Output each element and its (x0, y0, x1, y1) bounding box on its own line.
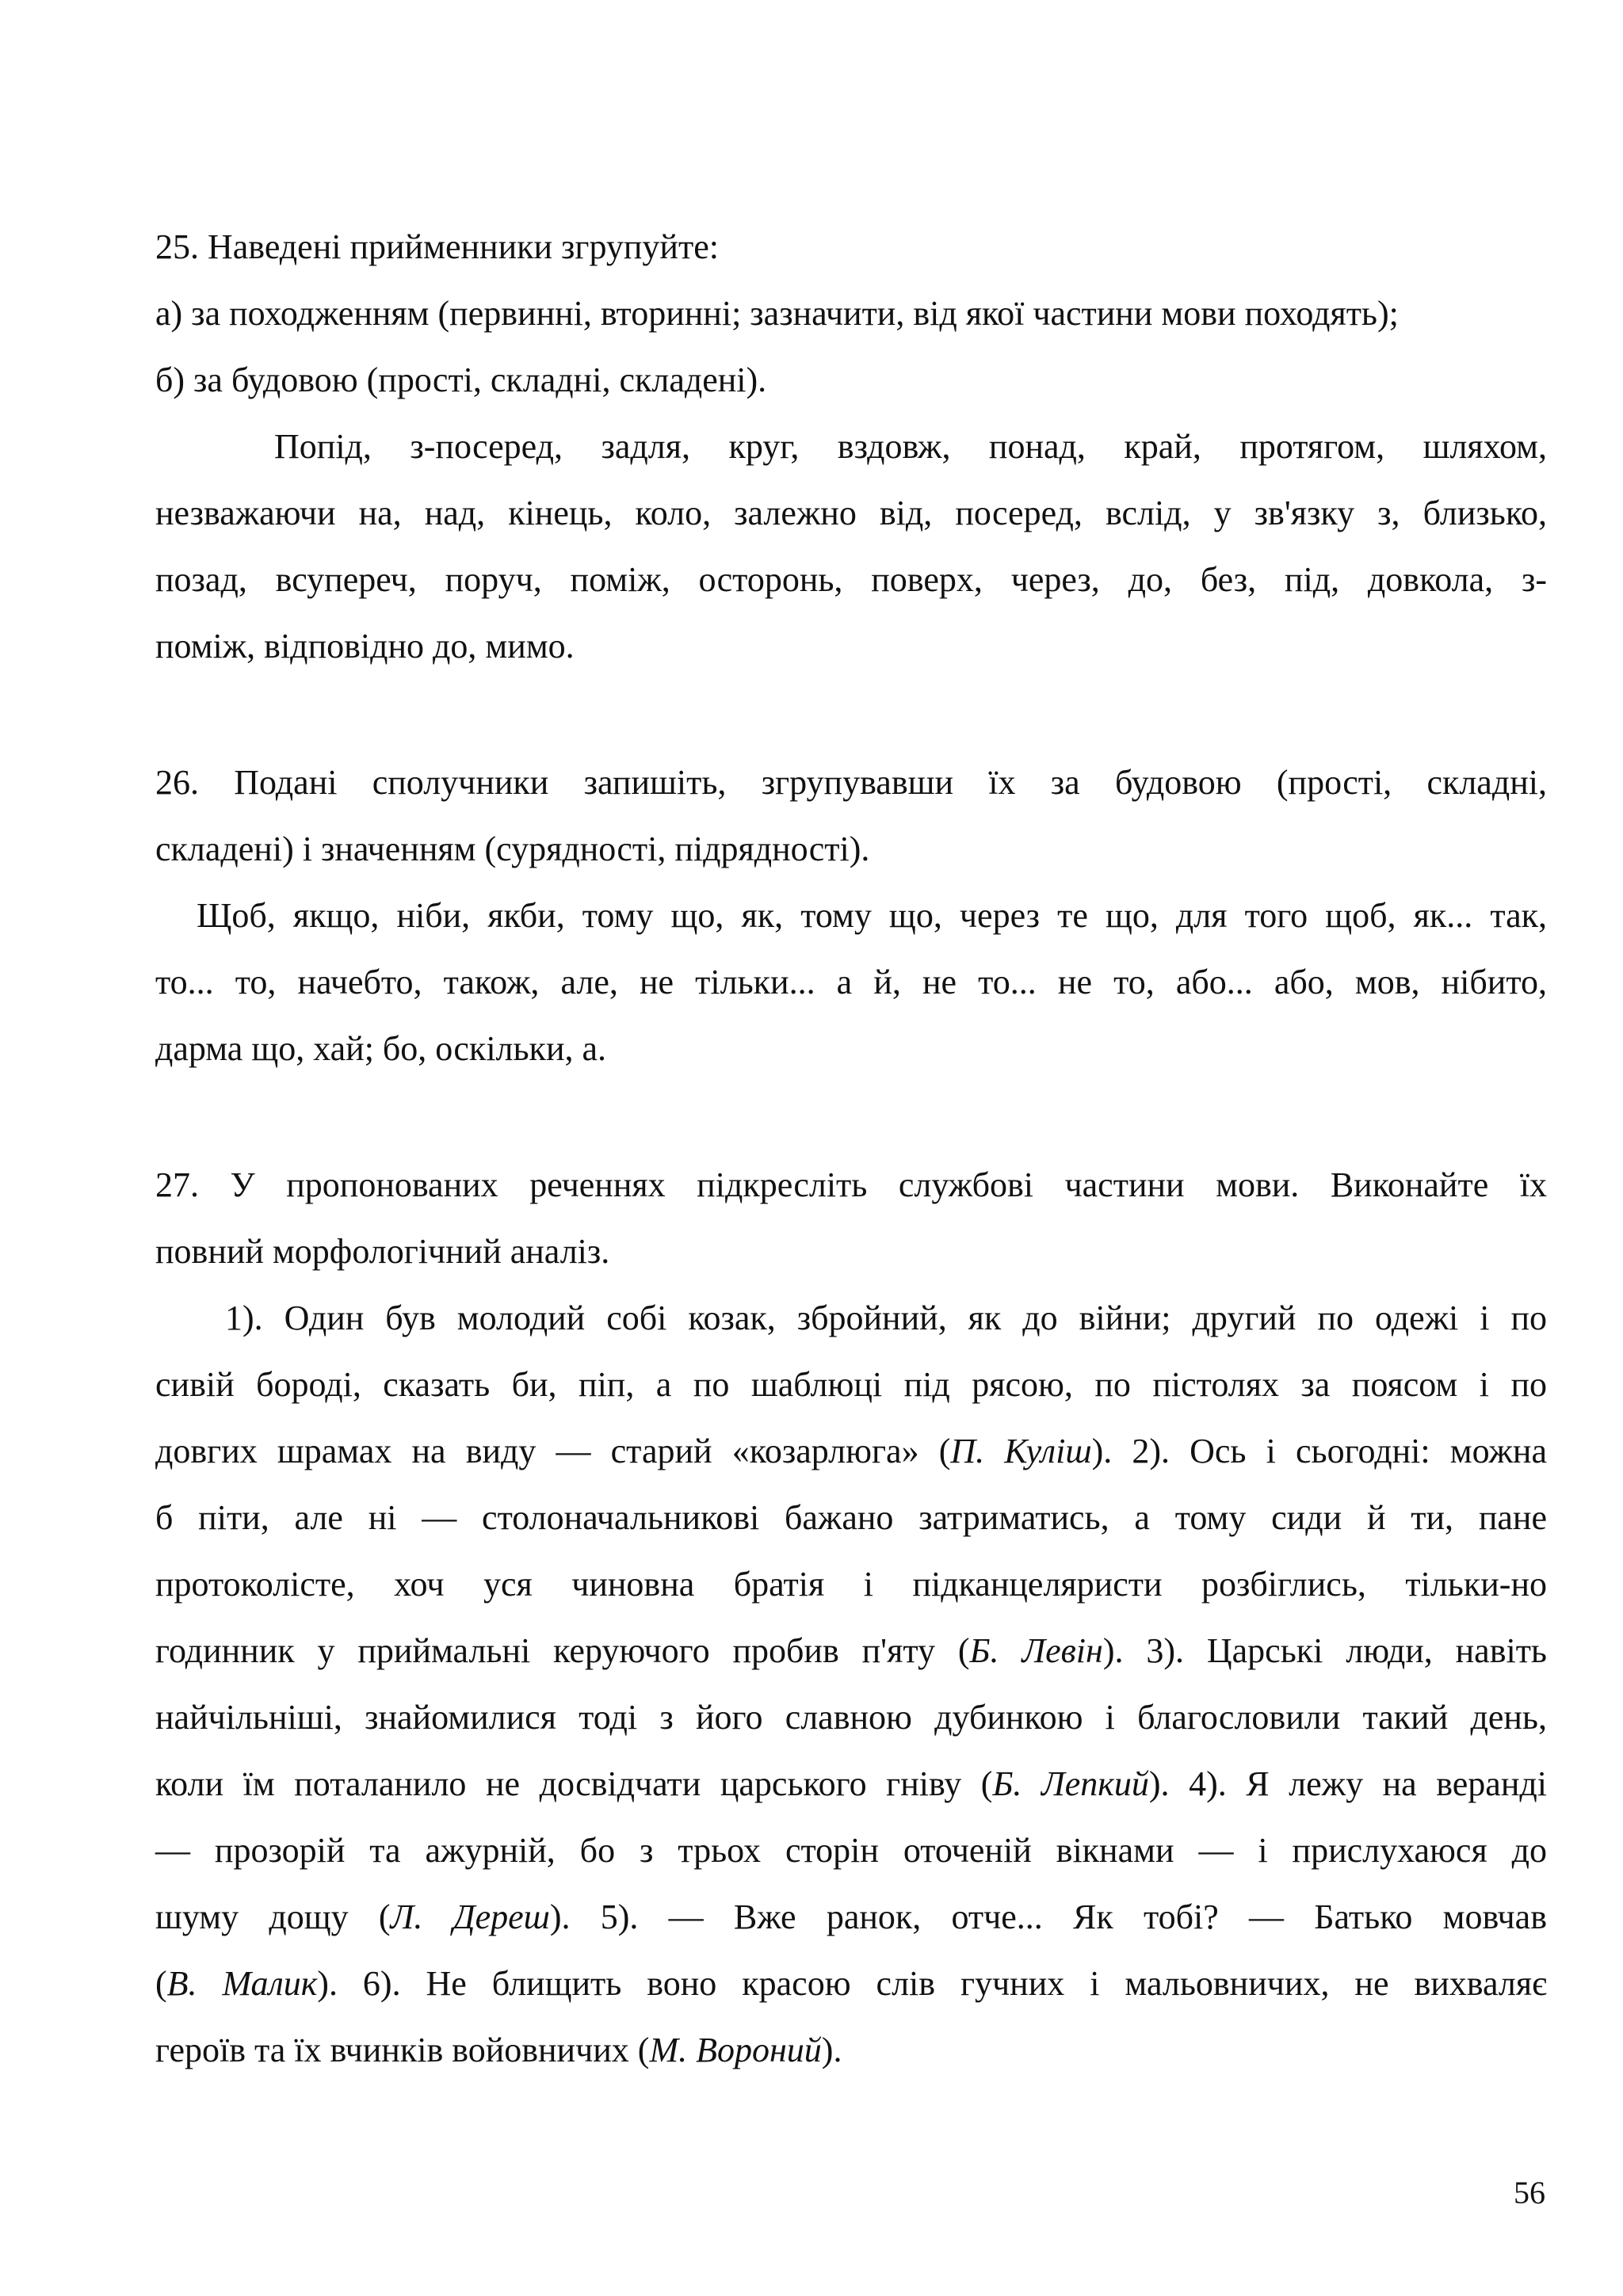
exercise-25 (155, 214, 1547, 680)
author-citation: Б. Левін (969, 1631, 1103, 1670)
exercise-26-title-cont: складені) і значенням (сурядності, підрядності). (155, 830, 870, 868)
exercise-25-words-line: позад, всупереч, поруч, поміж, осторонь, поверх, через, до, без, під, довкола, з- (155, 560, 1547, 599)
exercise-27-text-line (155, 1618, 1547, 1684)
exercise-27-text-line (155, 1418, 1547, 1485)
exercise-26-words-line: Щоб, якщо, ніби, якби, тому що, як, тому що, через те що, для того щоб, як... так, (197, 896, 1547, 935)
text-fragment: коли їм поталанило не досвідчати царського гніву ( (155, 1764, 993, 1803)
author-citation: В. Малик (166, 1964, 318, 2003)
section-gap (155, 680, 1547, 749)
exercise-27-text-line (155, 1751, 1547, 1817)
text-fragment: ). (821, 2031, 842, 2069)
exercise-27-text-line: найчільніші, знайомилися тоді з його славною дубинкою і благословили такий день, (155, 1698, 1547, 1737)
author-citation: Л. Дереш (390, 1897, 550, 1936)
exercise-27-text-line: б піти, але ні — столоначальникові бажано затриматись, а тому сиди й ти, пане (155, 1498, 1547, 1537)
author-citation: М. Вороний (649, 2031, 822, 2069)
text-fragment: ). 2). Ось і сьогодні: можна (1091, 1432, 1547, 1470)
exercise-27-title: 27. У пропонованих реченнях підкресліть службові частини мови. Виконайте їх (155, 1165, 1547, 1204)
exercise-27-text-line: 1). Один був молодий собі козак, збройний, як до війни; другий по одежі і по (225, 1299, 1547, 1337)
exercise-26-words-line: то... то, начебто, також, але, не тільки... а й, не то... не то, або... або, мов, нібито, (155, 963, 1547, 1001)
exercise-25-words-line: поміж, відповідно до, мимо. (155, 627, 575, 666)
exercise-25-item-b: б) за будовою (прості, складні, складені). (155, 360, 767, 399)
exercise-26-words-line: дарма що, хай; бо, оскільки, а. (155, 1029, 607, 1068)
text-fragment: ). 6). Не блищить воно красою слів гучних і мальовничих, не вихваляє (317, 1964, 1547, 2003)
text-fragment: шуму дощу ( (155, 1897, 391, 1936)
exercise-27-text-line (155, 1951, 1547, 2017)
text-fragment: героїв та їх вчинків войовничих ( (155, 2031, 650, 2069)
exercise-27-text-line: — прозорій та ажурній, бо з трьох сторін оточеній вікнами — і прислухаюся до (155, 1831, 1547, 1870)
document-page (155, 214, 1547, 2084)
exercise-27-title-cont: повний морфологічний аналіз. (155, 1232, 610, 1271)
exercise-27-text-line (155, 1884, 1547, 1951)
author-citation: П. Куліш (950, 1432, 1092, 1470)
text-fragment: ). 3). Царські люди, навіть (1102, 1631, 1547, 1670)
author-citation: Б. Лепкий (992, 1764, 1149, 1803)
text-fragment: годинник у приймальні керуючого пробив п'яту ( (155, 1631, 970, 1670)
exercise-25-item-a: а) за походженням (первинні, вторинні; зазначити, від якої частини мови походять); (155, 294, 1399, 333)
text-fragment: ). 4). Я лежу на веранді (1148, 1764, 1547, 1803)
exercise-25-words-line: Попід, з-посеред, задля, круг, вздовж, понад, край, протягом, шляхом, (274, 427, 1547, 466)
text-fragment: ). 5). — Вже ранок, отче... Як тобі? — Батько мовчав (549, 1897, 1547, 1936)
exercise-27 (155, 1152, 1547, 2084)
text-fragment: ( (155, 1964, 167, 2003)
exercise-27-text-line: сивій бороді, сказать би, піп, а по шаблюці під рясою, по пістолях за поясом і по (155, 1365, 1547, 1404)
section-gap (155, 1082, 1547, 1152)
exercise-27-text-line: протоколісте, хоч уся чиновна братія і підканцеляристи розбіглись, тільки-но (155, 1565, 1547, 1604)
exercise-25-title: 25. Наведені прийменники згрупуйте: (155, 227, 719, 266)
text-fragment: довгих шрамах на виду — старий «козарлюга» ( (155, 1432, 951, 1470)
exercise-26-title: 26. Подані сполучники запишіть, згрупувавши їх за будовою (прості, складні, (155, 763, 1547, 802)
exercise-27-text-line (155, 2017, 1547, 2084)
page-number: 56 (1514, 2175, 1545, 2210)
exercise-25-words-line: незважаючи на, над, кінець, коло, залежно від, посеред, вслід, у зв'язку з, близько, (155, 494, 1547, 532)
exercise-26 (155, 749, 1547, 1082)
